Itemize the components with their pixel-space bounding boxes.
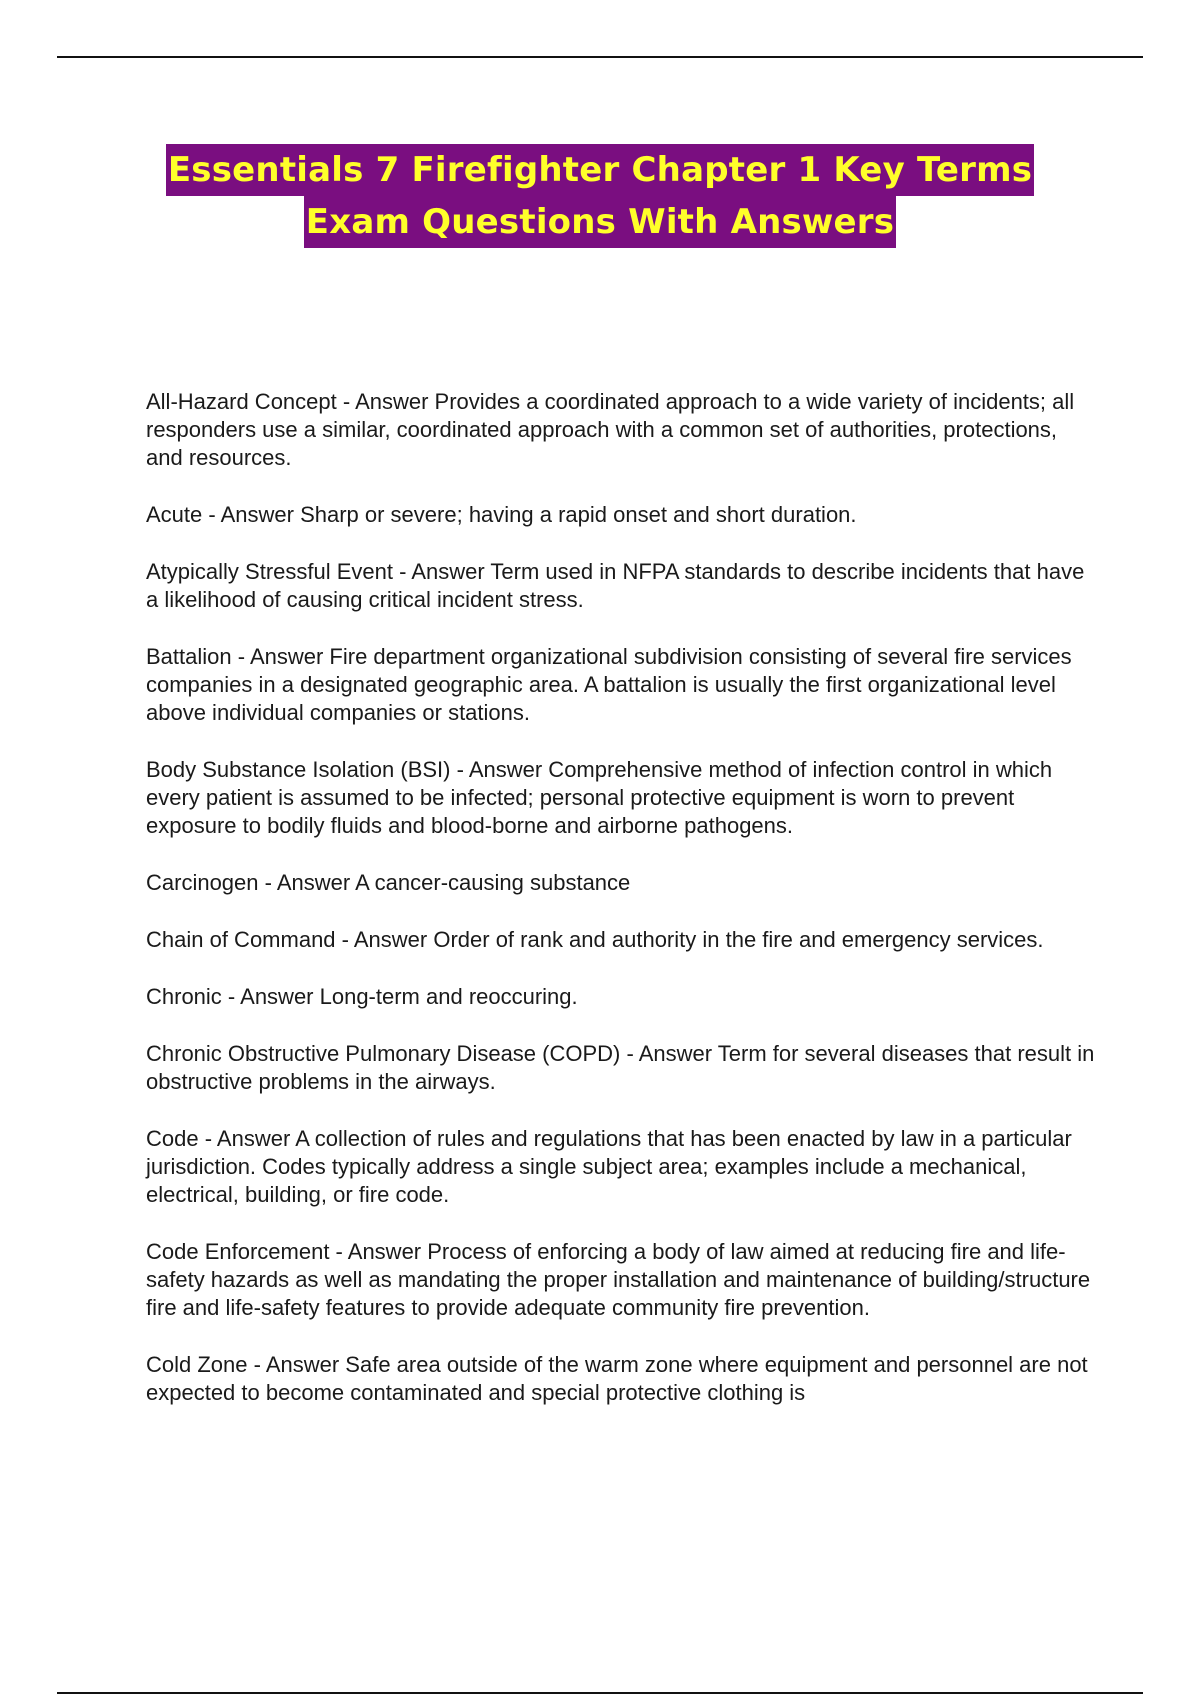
term-copd: Chronic Obstructive Pulmonary Disease (COPD) - Answer Term for several diseases that result in obstructive problems in the airways. <box>146 1041 1095 1094</box>
term-carcinogen: Carcinogen - Answer A cancer-causing substance <box>146 870 631 895</box>
term-code: Code - Answer A collection of rules and regulations that has been enacted by law in a particular jurisdiction. Codes typically address a single subject area; examples include a mechanical, electrical, building, or fire code. <box>146 1126 1072 1207</box>
term-code-enforcement: Code Enforcement - Answer Process of enforcing a body of law aimed at reducing fire and life-safety hazards as well as mandating the proper installation and maintenance of building/structure fire and life-safety features to provide adequate community fire prevention. <box>146 1239 1091 1320</box>
term-body-substance-isolation: Body Substance Isolation (BSI) - Answer Comprehensive method of infection control in which every patient is assumed to be infected; personal protective equipment is worn to prevent exposure to bodily fluids and blood-borne and airborne pathogens. <box>146 757 1053 838</box>
term-all-hazard-concept: All-Hazard Concept - Answer Provides a coordinated approach to a wide variety of incidents; all responders use a similar, coordinated approach with a common set of authorities, protections, and resources. <box>146 389 1075 470</box>
top-rule <box>57 56 1143 58</box>
term-chain-of-command: Chain of Command - Answer Order of rank and authority in the fire and emergency services. <box>146 927 1044 952</box>
key-terms-list <box>146 388 1096 1436</box>
title-line-2: Exam Questions With Answers <box>304 196 896 248</box>
term-atypically-stressful-event: Atypically Stressful Event - Answer Term used in NFPA standards to describe incidents that have a likelihood of causing critical incident stress. <box>146 559 1085 612</box>
title-line-1: Essentials 7 Firefighter Chapter 1 Key Terms <box>166 144 1034 196</box>
term-battalion: Battalion - Answer Fire department organizational subdivision consisting of several fire services companies in a designated geographic area. A battalion is usually the first organizational level above individual companies or stations. <box>146 644 1072 725</box>
term-chronic: Chronic - Answer Long-term and reoccuring. <box>146 984 578 1009</box>
bottom-rule <box>57 1692 1143 1694</box>
term-acute: Acute - Answer Sharp or severe; having a rapid onset and short duration. <box>146 502 857 527</box>
document-title <box>0 144 1200 248</box>
term-cold-zone: Cold Zone - Answer Safe area outside of the warm zone where equipment and personnel are not expected to become contaminated and special protective clothing is <box>146 1352 1088 1405</box>
